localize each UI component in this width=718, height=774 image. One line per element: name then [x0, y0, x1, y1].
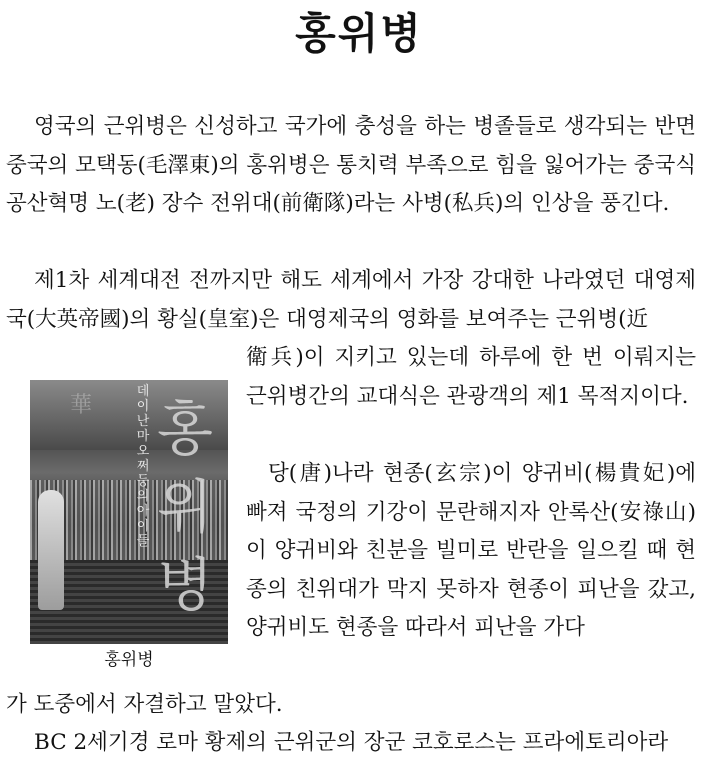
paragraph-3-end: 가 도중에서 자결하고 말았다.: [6, 692, 283, 717]
page-title: 홍위병: [295, 9, 423, 58]
figure-caption: 홍위병: [104, 650, 154, 670]
book-cover-image: [30, 380, 228, 644]
paragraph-2-start: 제1차 세계대전 전까지만 해도 세계에서 가장 강대한 나라였던 대영제국(大英帝國)의 황실(皇室)은 대영제국의 영화를 보여주는 근위병(近: [6, 268, 696, 332]
paragraph-1: 영국의 근위병은 신성하고 국가에 충성을 하는 병졸들로 생각되는 반면 중국의 모택동(毛澤東)의 홍위병은 통치력 부족으로 힘을 잃어가는 중국식 공산혁명 노(老) 장수 전위대(前衛隊)라는 사병(私兵)의 인상을 풍긴다.: [6, 114, 696, 216]
paragraph-4: BC 2세기경 로마 황제의 근위군의 장군 코호로스는 프라에토리아라: [34, 730, 669, 755]
cover-title: 홍위병: [156, 395, 214, 619]
cover-mark: 華: [70, 393, 93, 418]
paragraph-2-continued: 衛兵)이 지키고 있는데 하루에 한 번 이뤄지는 근위병간의 교대식은 관광객의 제1 목적지이다.: [246, 345, 696, 409]
paragraph-3: 당(唐)나라 현종(玄宗)이 양귀비(楊貴妃)에 빠져 국정의 기강이 문란해지자 안록산(安祿山)이 양귀비와 친분을 빌미로 반란을 일으킬 때 현종의 친위대가 막지 못하자 현종이 피난을 갔고, 양귀비도 현종을 따라서 피난을 가다: [246, 461, 696, 640]
cover-figure: [38, 490, 64, 610]
cover-subtitle: 데이난 마오쩌둥의 아이들: [136, 384, 150, 549]
